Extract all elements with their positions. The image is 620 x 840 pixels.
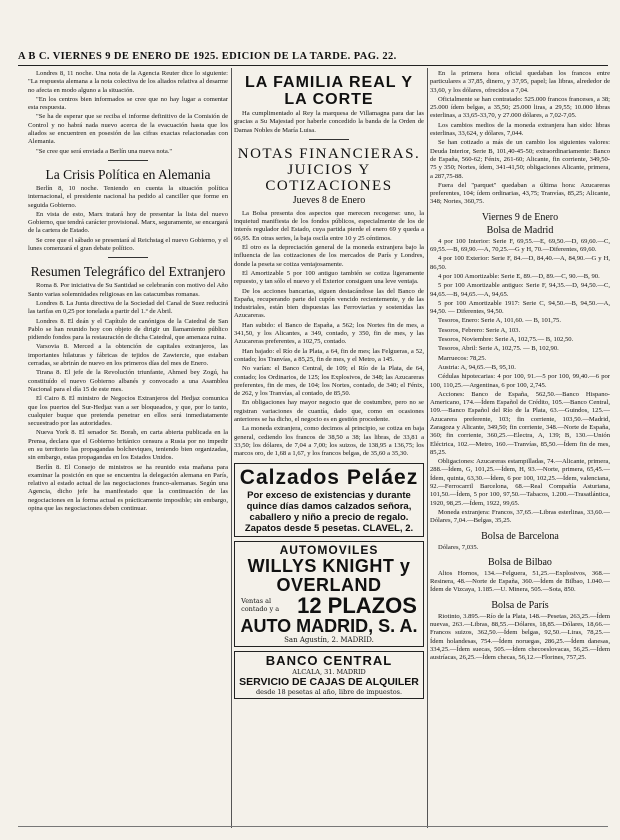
advert-calzados-title: Calzados Peláez	[239, 465, 419, 489]
headline-notas-financieras: NOTAS FINANCIERAS. JUICIOS Y COTIZACIONES	[237, 145, 421, 194]
quote-paragraph: Obligaciones: Azucareras estampilladas, 74.—Alicante, primera, 288.—Ídem, G, 101,25.—Ídem, H, 93.—Norte, primera, 65,45.—Ídem, quinta, 63,30.—Ídem, 6 por 100, 102,25.—Ídem, valenciana, 92.—Ferrocarril Barcelona, 68.—Real Compañía Asturiana, 101,50.—Ídem, 5 por 100, 97,50.—Tabacos, 1.200.—Trasatlántica, 1920, 98,25.—Ídem, 1922, 99,65.	[430, 458, 610, 507]
separator	[108, 160, 148, 161]
advert-banco-service: SERVICIO DE CAJAS DE ALQUILER	[239, 675, 419, 688]
quote-paragraph: Tesoros, Abril: Serie A, 102,75. — B, 102,90.	[438, 345, 559, 353]
article-paragraph: De los acciones bancarias, siguen destacándose las del Banco de España, recuperando parte del cupón vencido recientemente, y de las industriales, están bien dispuestas las Ferroviarias y sostenidas las Azucareras.	[234, 287, 424, 320]
bottom-rule	[18, 826, 608, 827]
advert-banco-address: ALCALA, 31. MADRID	[292, 667, 366, 676]
article-paragraph: Berlín 8, 10 noche. Teniendo en cuenta la situación política internacional, el presidente nacional ha pedido al canciller que forme en seguida Gobierno.	[28, 184, 228, 209]
article-paragraph: En obligaciones hay mayor negocio que de costumbre, pero no se registran variaciones de cuantía, dado que, como en ocasiones anteriores se ha dicho, el negocio es en gestión procedente.	[234, 399, 424, 424]
advert-auto-plazos: 12 PLAZOS	[297, 592, 417, 618]
quote-paragraph: Tesoros, Febrero: Serie A, 103.	[438, 326, 521, 334]
quote-paragraph: 5 por 100 Amortizable antiguo: Serie F, 94,35.—D, 94,50.—C, 94,65.—B, 94,65.—A, 94,65.	[430, 282, 610, 298]
advert-banco-title: BANCO CENTRAL	[265, 652, 393, 668]
quote-paragraph: Moneda extranjera: Francos, 37,65.—Libras esterlinas, 33,60.—Dólares, 7,04.—Belgas, 35,25.	[430, 508, 610, 525]
advert-calzados	[234, 463, 424, 537]
article-paragraph: La moneda extranjera, como decimos al principio, se cotiza en baja general, cediendo los francos de 38,50 a 38; las libras, de 33,81 a 33,50; los dólares, de 7,04 a 7,00; los suizos, de 138,95 a 136,75; los marcos oro, de 1,68 a 1,67, y los francos belgas, de 35,60 a 35,30.	[234, 425, 424, 458]
advert-banco-central	[234, 651, 424, 699]
quote-paragraph: Tesoros, Noviembre: Serie A, 102,75.— B, 102,50.	[438, 336, 574, 344]
article-paragraph: Nueva York 8. El senador Sr. Borah, en carta abierta publicada en la Prensa, declara que el Gobierno británico censura a Rusia por no impedir en su territorio las propagandas bolcheviques, teniendo bien organizadas, sin embargo, estas propagandas en los Estados Unidos.	[28, 429, 228, 462]
article-paragraph: La Bolsa presenta dos aspectos que merecen recogerse: uno, la inquietud manifiesta de los fondos públicos, especialmente de los de interés regulador del Estado, cuya partida pierde el enero 69 y queda a 66,95. En otras series, la baja oscila entre 10 y 25 céntimos.	[234, 209, 424, 242]
quote-paragraph: 5 por 100 Amortizable 1917: Serie C, 94,50.—B, 94,50.—A, 94,50. — Diferentes, 94,50.	[430, 299, 610, 316]
article-paragraph: Fuera del "parquet" quedaban a última hora: Azucareras preferentes, 104; ídem ordinarias, 43,75; Tranvías, 85,25; Alicante, 348; Nortes, 360,75.	[430, 181, 610, 206]
article-paragraph: Oficialmente se han contratado: 525.000 francos franceses, a 38; 25.000 ídem belgas, a 35,50; 25.000 liras, a 29,55; 10.000 libras esterlinas, a 33,65-33,70, y 27.000 dólares, a 7,02-7,05.	[430, 95, 610, 120]
article-paragraph: Ha cumplimentado al Rey la marquesa de Villamagna para dar las gracias a Su Majestad por haberle concedido la banda de la Orden de Damas Nobles de María Luisa.	[234, 110, 424, 134]
quote-paragraph: Tesoros, Enero: Serie A, 101,60. — B, 101,75.	[438, 317, 561, 325]
quote-paragraph: Austria: A, 94,65.—B, 95,10.	[438, 363, 516, 371]
quote-paragraph: 4 por 100 Interior: Serie F, 69,55.—E, 69,50.—D, 69,60.—C, 69,55.—B, 69,90.—A, 70,25.—G y H, 70.—Diferentes, 69,60.	[430, 237, 610, 254]
headline-bolsa-paris: Bolsa de París	[491, 599, 549, 611]
article-paragraph: "Se cree que será enviada a Berlín una nueva nota."	[36, 147, 173, 155]
quote-paragraph: Dólares, 7,035.	[438, 543, 479, 551]
quote-paragraph: Marruecos: 78,25.	[438, 354, 487, 362]
article-paragraph: Han subido: el Banco de España, a 562; los Nortes fin de mes, a 341,50, y los Alicantes, a 349, contado, y 350, fin de mes, y las Azucareras preferentes, a 102,75, contado.	[234, 321, 424, 346]
article-paragraph: En vista de esto, Marx tratará hoy de presentar la lista del nuevo Gobierno, que tendrá carácter provisional. Marx, seguramente, se encargará de la cartera de Estado.	[28, 210, 228, 235]
headline-bolsa-madrid: Bolsa de Madrid	[486, 224, 554, 236]
advert-auto-line1: AUTOMOVILES	[279, 542, 379, 557]
article-paragraph: "En los centros bien informados se cree que no hay lugar a comentar esta respuesta.	[28, 95, 228, 112]
advert-calzados-text: Por exceso de existencias y durante quince días damos calzados señora, caballero y niño a precio de regalo. Zapatos desde 5 pesetas. CLAVEL, 2.	[244, 489, 414, 534]
article-paragraph: Los cambios medios de la moneda extranjera han sido: libras esterlinas, 33,624, y dólares, 7,044.	[430, 121, 610, 138]
header-rule	[18, 65, 608, 66]
article-paragraph: El Amortizable 5 por 100 antiguo también se cotiza ligeramente repuesto, y tan sólo el nuevo y el Exterior consiguen una leve ventaja.	[234, 269, 424, 286]
column-1	[28, 70, 228, 514]
article-paragraph: Londres 8, 11 noche. Una nota de la Agencia Reuter dice lo siguiente: "La respuesta alemana a la nota colectiva de los aliados relativa al desarme no afecta en modo alguno a la situación.	[28, 70, 228, 94]
article-paragraph: El Cairo 8. El ministro de Negocios Extranjeros del Hedjaz comunica que los puertos del Sur-Hedjaz van a ser bloqueados, y que, por lo tanto, cualquier buque que pretenda penetrar en ellos será inmediatamente secuestrado por las autoridades.	[28, 395, 228, 428]
headline-bolsa-bilbao: Bolsa de Bilbao	[488, 556, 552, 568]
article-paragraph: En la primera hora oficial quedaban los francos entre particulares a 37,85, dinero, y 37,95, papel; las libras, alrededor de 33,60, y los dólares, ofrecidos a 7,04.	[430, 70, 610, 94]
page-header: A B C. VIERNES 9 DE ENERO DE 1925. EDICION DE LA TARDE. PAG. 22.	[18, 51, 397, 62]
column-2	[234, 70, 424, 703]
separator	[309, 139, 349, 140]
article-paragraph: Londres 8. El deán y el Capítulo de canónigos de la Catedral de San Pablo se han reunido hoy con objeto de dirigir un llamamiento público pidiendo fondos para la restauración de dicha Catedral, que amenaza ruina.	[28, 317, 228, 342]
quote-paragraph: Acciones: Banco de España, 562,50.—Banco Hispano-Americano, 174.—Ídem Español de Crédito, 105.—Banco Central, 109.—Banco Español del Río de la Plata, 63.—Guindos, 125.—Azucarera preferente, 103; fin corriente, 103,50.—Madrid, Zaragoza y Alicante, 349,50; fin corriente, 348.—Norte de España, 360; fin corriente, 360,25.—Electra, A, 139; B, 130.—Unión Eléctrica, 102.—Metro, 160.—Tranvías, 85,50.—Ídem fin de mes, 85,25.	[430, 390, 610, 456]
article-paragraph: Londres 8. La Junta directiva de la Sociedad del Canal de Suez reducirá las tarifas en 0,25 por tonelada a partir del 1.º de Abril.	[28, 299, 228, 316]
notas-date: Jueves 8 de Enero	[292, 194, 366, 206]
headline-telegrafico: Resumen Telegráfico del Extranjero	[30, 264, 226, 280]
quote-paragraph: Cédulas hipotecarias: 4 por 100, 91.—5 por 100, 99,40.—6 por 100, 110,25.—Argentinas, 6 por 100, 2,745.	[430, 373, 610, 389]
separator	[108, 257, 148, 258]
quote-paragraph: 4 por 100 Amortizable: Serie E, 89.—D, 89.—C, 90.—B, 90.	[438, 272, 600, 280]
article-paragraph: Berlín 8. El Consejo de ministros se ha reunido esta mañana para examinar la posición en que se encuentra la delegación alemana en París, relativo al estado actual de las negociaciones franco-alemanas. Según una Agencia, dicho jefe ha manifestado que la continuación de las negociaciones en la forma actual es prácticamente imposible; sin embargo, opina que las negociaciones deben continuar.	[28, 463, 228, 513]
advert-auto-small: Ventas al contado y a	[241, 597, 280, 613]
headline-bolsa-barcelona: Bolsa de Barcelona	[481, 530, 559, 542]
article-paragraph: No varían: el Banco Central, de 109; el Río de la Plata, de 64, contado; los Ordinarios, de 125; los Explosivos, de 348; las Azucareras preferentes, fin de mes, de 104; los Nortes, contado, de 340; el Fénix, de 262, y los Tranvías, al contado, de 85,50.	[234, 365, 424, 398]
article-paragraph: El otro es la depreciación general de la moneda extranjera bajo la influencia de las cotizaciones de los mercados de París y Londres, donde la peseta se cotiza ventajosamente.	[234, 244, 424, 268]
article-paragraph: Varsovia 8. Merced a la obtención de capitales extranjeros, las importantes hilaturas y fábricas de tejidos de Zawiercie, que estaban cerradas, se abrirán de nuevo en los primeros días del mes de Enero.	[28, 343, 228, 368]
advert-auto-row	[238, 592, 420, 618]
article-paragraph: Roma 8. Por iniciativa de Su Santidad se celebrarán con motivo del Año Santo varias solemnidades religiosas en las catacumbas romanas.	[28, 282, 228, 298]
headline-familia-real: LA FAMILIA REAL Y LA CORTE	[244, 74, 414, 108]
column-divider	[231, 68, 232, 828]
advert-auto-company: AUTO MADRID, S. A.	[240, 615, 418, 636]
article-paragraph: Se cree que el sábado se presentará al Reichstag el nuevo Gobierno, y el lunes comenzará el gran debate político.	[28, 236, 228, 253]
article-paragraph: Se han cotizado a más de un cambio los siguientes valores: Deuda Interior, Serie B, 101,40-45-50; extraordinariamente: Banco de España, 560-62; Fénix, 261-60; Alicante, fin corriente, 349,50-75 y 350; Nortes, ídem, 341-41,50; obligaciones Alicante, primera, a 287,75-88.	[430, 139, 610, 180]
article-paragraph: "Se ha de esperar que se reciba el informe definitivo de la Comisión de Control y no habrá nada nuevo acerca de la evacuación hasta que los aliados se encuentren en posesión de las cifras exactas relacionadas con Alemania.	[28, 113, 228, 146]
advert-automoviles	[234, 541, 424, 647]
column-divider	[427, 68, 428, 828]
advert-banco-note: desde 18 pesetas al año, libre de impuestos.	[255, 687, 403, 696]
advert-auto-address: San Agustín, 2. MADRID.	[284, 635, 374, 644]
quote-paragraph: Riotinto, 3.895.—Río de la Plata, 148.—Pesetas, 263,25.—Ídem nuevas, 263.—Libras, 88,55.—Dólares, 18,85.—Dólares, 18,66.—Francos suizos, 362,50.—Ídem belgas, 92,50.—Liras, 78,25.—Ídem holandesas, 754.—Ídem noruegas, 286,25.—Ídem danesas, 334,25.—Ídem suecas, 505.—Ídem checoeslovacas, 56,25.—Ídem austríacas, 26,25.—Ídem checas, 56,12.—Florines, 757,25.	[430, 612, 610, 662]
article-paragraph: Han bajado: el Río de la Plata, a 64, fin de mes; las Felgueras, a 52, contado; los Tranvías, a 85,25, fin de mes, y el Metro, a 145.	[234, 347, 424, 363]
column-3	[430, 70, 610, 664]
headline-crisis: La Crisis Política en Alemania	[45, 166, 211, 182]
article-paragraph: Tirana 8. El jefe de la Revolución triunfante, Ahmed bey Zogú, ha constituído el nuevo Gobierno albanés y convocado a una Asamblea Nacional para el día 15 de este mes.	[28, 369, 228, 393]
quote-paragraph: Altos Hornos, 134.—Felguera, 51,25.—Explosivos, 368.—Resinera, 48.—Norte de España, 360.—Ídem de Bilbao, 1.040.—Ídem de Vizcaya, 1.185.—U. Minera, 505.—Sota, 850.	[430, 569, 610, 594]
quote-paragraph: 4 por 100 Exterior: Serie F, 84.—D, 84,40.—A, 84,90.—G y H, 86,50.	[430, 255, 610, 271]
advert-auto-brands: WILLYS KNIGHT y OVERLAND	[247, 555, 411, 595]
date-viernes: Viernes 9 de Enero	[481, 211, 559, 223]
